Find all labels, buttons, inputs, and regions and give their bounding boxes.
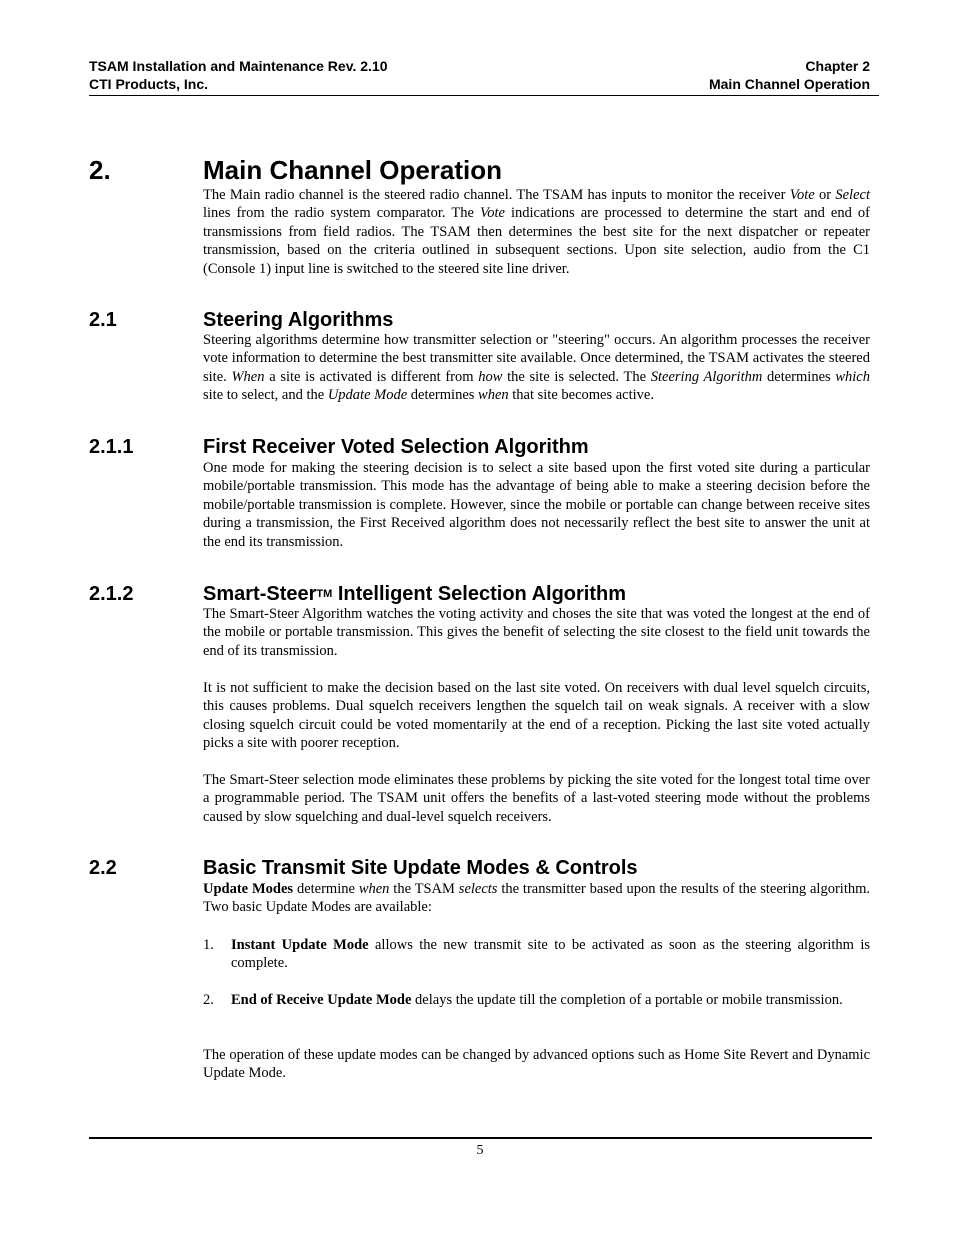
- section-number: 2.: [89, 155, 111, 185]
- page-header: [89, 57, 870, 93]
- section-2-2-paragraph-1: Update Modes determine when the TSAM selects the transmitter based upon the results of the steering algorithm. Two basic Update Modes are available:: [203, 881, 871, 916]
- section-title: Basic Transmit Site Update Modes & Controls: [203, 857, 638, 879]
- section-title: Main Channel Operation: [203, 155, 503, 185]
- section-title: Steering Algorithms: [203, 309, 394, 331]
- header-chapter: Chapter 2: [805, 58, 870, 74]
- header-chapter-title: Main Channel Operation: [708, 76, 870, 92]
- section-title: First Receiver Voted Selection Algorithm: [203, 436, 589, 458]
- section-2-1-2-paragraph-3: The Smart-Steer selection mode eliminates these problems by picking the site voted for the longest total time over a programmable period. The TSAM unit offers the benefits of a last-voted steering mode without the problems caused by slow squelching and dual-level squelch receivers.: [203, 772, 870, 825]
- section-2-1-2-paragraph-2: It is not sufficient to make the decision based on the last site voted. On receivers with dual level squelch circuits, this causes problems. Dual squelch receivers lengthen the squelch tail on weak signals. A receiver with a slow closing squelch circuit could be voted momentarily at the end of a reception. Picking the last site voted actually picks a site with poorer reception.: [203, 680, 870, 752]
- list-item-number: 1.: [203, 937, 214, 953]
- footer-divider: [89, 1137, 872, 1139]
- list-item-text: Instant Update Mode allows the new transmit site to be activated as soon as the steering algorithm is complete.: [231, 937, 870, 972]
- section-number: 2.1: [89, 309, 117, 331]
- section-title: Smart-SteerTM Intelligent Selection Algorithm: [203, 583, 627, 605]
- header-divider: [89, 95, 879, 96]
- header-doc-title: TSAM Installation and Maintenance Rev. 2.10: [89, 58, 388, 74]
- section-2-2-paragraph-2: The operation of these update modes can be changed by advanced options such as Home Site Revert and Dynamic Update Mode.: [203, 1047, 870, 1082]
- header-company: CTI Products, Inc.: [89, 76, 209, 92]
- section-2-paragraph: The Main radio channel is the steered radio channel. The TSAM has inputs to monitor the receiver Vote or Select lines from the radio system comparator. The Vote indications are processed to determine the start and end of transmissions from field radios. The TSAM then determines the best site for the next dispatcher or repeater transmission, based on the criteria outlined in subsequent sections. Upon site selection, audio from the C1 (Console 1) input line is switched to the steered site line driver.: [203, 187, 870, 277]
- header-row-2: [89, 75, 870, 93]
- section-number: 2.1.2: [89, 583, 134, 605]
- page-number: 5: [476, 1143, 484, 1158]
- section-number: 2.2: [89, 857, 117, 879]
- list-item: [203, 936, 870, 973]
- list-item-text: End of Receive Update Mode delays the update till the completion of a portable or mobile transmission.: [231, 992, 843, 1008]
- trademark-symbol: TM: [316, 588, 333, 600]
- section-2-1-1-paragraph: One mode for making the steering decision is to select a site based upon the first voted site during a particular mobile/portable transmission. This mode has the advantage of being able to make a steering decision before the mobile/portable transmission is complete. However, since the mobile or portable can change between receive sites during a transmission, the First Received algorithm does not necessarily reflect the best site to answer the unit at the end its transmission.: [203, 460, 870, 550]
- section-2-1-2-paragraph-1: The Smart-Steer Algorithm watches the voting activity and choses the site that was voted the longest at the end of the mobile or portable transmission. This gives the benefit of selecting the site closest to the field unit towards the end of its transmission.: [203, 606, 870, 659]
- list-item-number: 2.: [203, 992, 214, 1008]
- section-number: 2.1.1: [89, 436, 134, 458]
- list-item: [203, 991, 870, 1009]
- header-row-1: [89, 57, 870, 75]
- section-2-1-paragraph: Steering algorithms determine how transmitter selection or "steering" occurs. An algorithm processes the receiver vote information to determine the best transmitter site available. Once determined, the TSAM activates the steered site. When a site is activated is different from how the site is selected. The Steering Algorithm determines which site to select, and the Update Mode determines when that site becomes active.: [203, 332, 870, 404]
